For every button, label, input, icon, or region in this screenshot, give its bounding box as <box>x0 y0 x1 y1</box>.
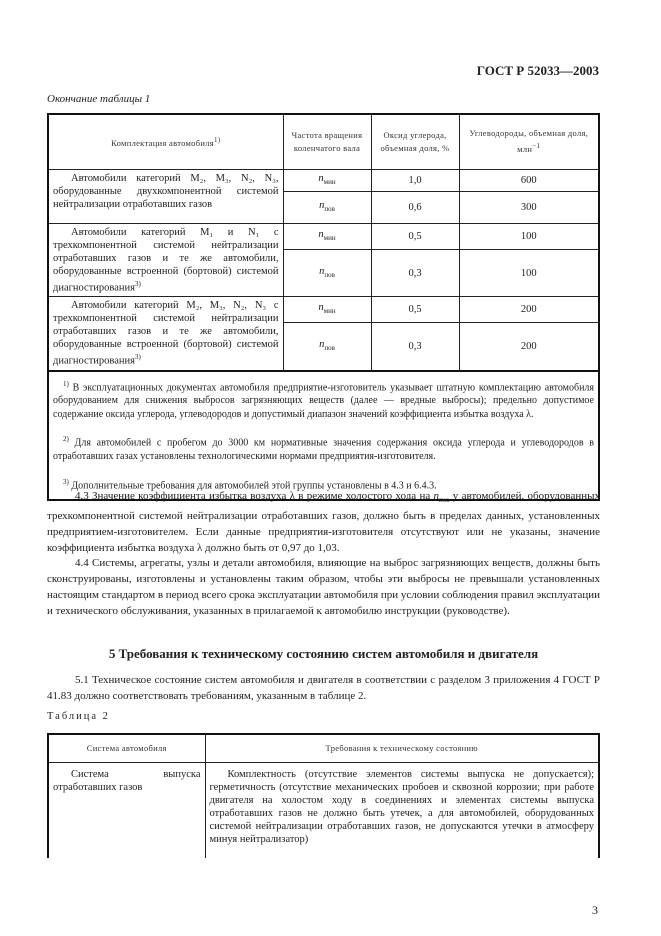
ch-cell: 100 <box>459 223 599 250</box>
ch-cell: 100 <box>459 250 599 297</box>
ch-cell: 200 <box>459 297 599 323</box>
co-cell: 1,0 <box>371 169 459 191</box>
ch-cell: 600 <box>459 169 599 191</box>
speed-cell: $n_{мин}$ <box>283 223 371 250</box>
document-header: ГОСТ Р 52033—2003 <box>476 63 599 78</box>
co-cell: 0,5 <box>371 223 459 250</box>
col-header-speed: Частота вращения коленчатого вала <box>283 114 371 169</box>
table-row <box>48 762 599 858</box>
speed-cell: $n_{пов}$ <box>283 250 371 297</box>
paragraph-4-4: 4.4 Системы, агрегаты, узлы и детали автомобиля, влияющие на выброс загрязняющих веществ, должны быть сконструированы, изготовлены и установлены таким образом, чтобы эти выбросы не превышали установленных настоящим стандартом в период всего срока эксплуатации автомобиля при условии соблюдения правил эксплуатации и технического обслуживания, указанных в прилагаемой к автомобилю инструкции (руководстве). <box>47 557 600 617</box>
co-cell: 0,3 <box>371 250 459 297</box>
speed-cell: $n_{пов}$ <box>283 191 371 223</box>
page-number: 3 <box>592 903 598 917</box>
table-1 <box>47 113 600 501</box>
speed-cell: $n_{мин}$ <box>283 169 371 191</box>
requirements-cell: Комплектность (отсутствие элементов системы выпуска не допускается); герметичность (отсутствие механических пробоев и сквозной коррозии; при работе двигателя на холостом ходу в соединениях и элементах системы выпуска отработавших газов не должно быть утечек, а для автомобилей, оборудованных системой нейтрализации отработавших газов, не допускаются утечки в атмосферу минуя нейтрализатор) <box>205 762 599 858</box>
paragraph-4-3: 4.3 Значение коэффициента избытка воздуха λ в режиме холостого хода на $n_{пов}$ у автомобилей, оборудованных трехкомпонентной системой нейтрализации отработавших газов, должно быть в пределах данных, установленных предприятием-изготовителем. Если данные предприятия-изготовителя отсутствуют или не указаны, значение коэффициента избытка воздуха λ должно быть от 0,97 до 1,03. <box>47 490 600 554</box>
equipment-cell: Автомобили категорий M₂, M₃, N₂, N₃ с трехкомпонентной системой нейтрализации отработавших газов и те же автомобили, оборудованные встроенной (бортовой) системой диагностирования$^{3)}$ <box>48 297 283 371</box>
speed-cell: $n_{мин}$ <box>283 297 371 323</box>
body-text <box>47 489 600 620</box>
system-cell: Система выпуска отработавших газов <box>48 762 205 858</box>
col-header-system: Система автомобиля <box>48 734 205 762</box>
table-row <box>48 297 599 323</box>
col-header-equipment: Комплектация автомобиля$^{1)}$ <box>48 114 283 169</box>
footnote-1: $^{1)}$ В эксплуатационных документах автомобиля предприятие-изготовитель указывает штатную комплектацию автомобиля оборудованием для снижения выбросов загрязняющих веществ (далее — вредные выбросы); предельно допустимое содержание оксида углерода, углеводородов и допустимый диапазон значений коэффициента избытка воздуха λ. <box>48 371 599 428</box>
ch-cell: 200 <box>459 323 599 371</box>
footnote-2: $^{2)}$ Для автомобилей с пробегом до 3000 км нормативные значения содержания оксида углерода и углеводородов в отработавших газах установлены технологическими нормами предприятия-изготовителя. <box>48 427 599 469</box>
table2-caption: Таблица 2 <box>47 711 110 722</box>
equipment-cell: Автомобили категорий M₂, M₃, N₂, N₃, оборудованные двухкомпонентной системой нейтрализации отработавших газов <box>48 169 283 223</box>
co-cell: 0,3 <box>371 323 459 371</box>
section-5-heading: 5 Требования к техническому состоянию систем автомобиля и двигателя <box>108 646 539 661</box>
table1-caption: Окончание таблицы 1 <box>47 93 151 105</box>
footnote-3: $^{3)}$ Дополнительные требования для автомобилей этой группы установлены в 4.3 и 6.4.3. <box>48 470 599 500</box>
co-cell: 0,5 <box>371 297 459 323</box>
speed-cell: $n_{пов}$ <box>283 323 371 371</box>
table-2 <box>47 733 600 858</box>
equipment-cell: Автомобили категорий M₁ и N₁ с трехкомпонентной системой нейтрализации отработавших газов и те же автомобили, оборудованные встроенной (бортовой) системой диагностирования$^{3)}$ <box>48 223 283 297</box>
table-row <box>48 169 599 191</box>
ch-cell: 300 <box>459 191 599 223</box>
co-cell: 0,6 <box>371 191 459 223</box>
col-header-ch: Углеводороды, объемная доля, млн$^{-1}$ <box>459 114 599 169</box>
col-header-co: Оксид углерода, объемная доля, % <box>371 114 459 169</box>
paragraph-5-1: 5.1 Техническое состояние систем автомобиля и двигателя в соответствии с разделом 3 приложения 4 ГОСТ Р 41.83 должно соответствовать требованиям, указанным в таблице 2. <box>47 674 600 702</box>
table-row <box>48 223 599 250</box>
col-header-requirements: Требования к техническому состоянию <box>205 734 599 762</box>
